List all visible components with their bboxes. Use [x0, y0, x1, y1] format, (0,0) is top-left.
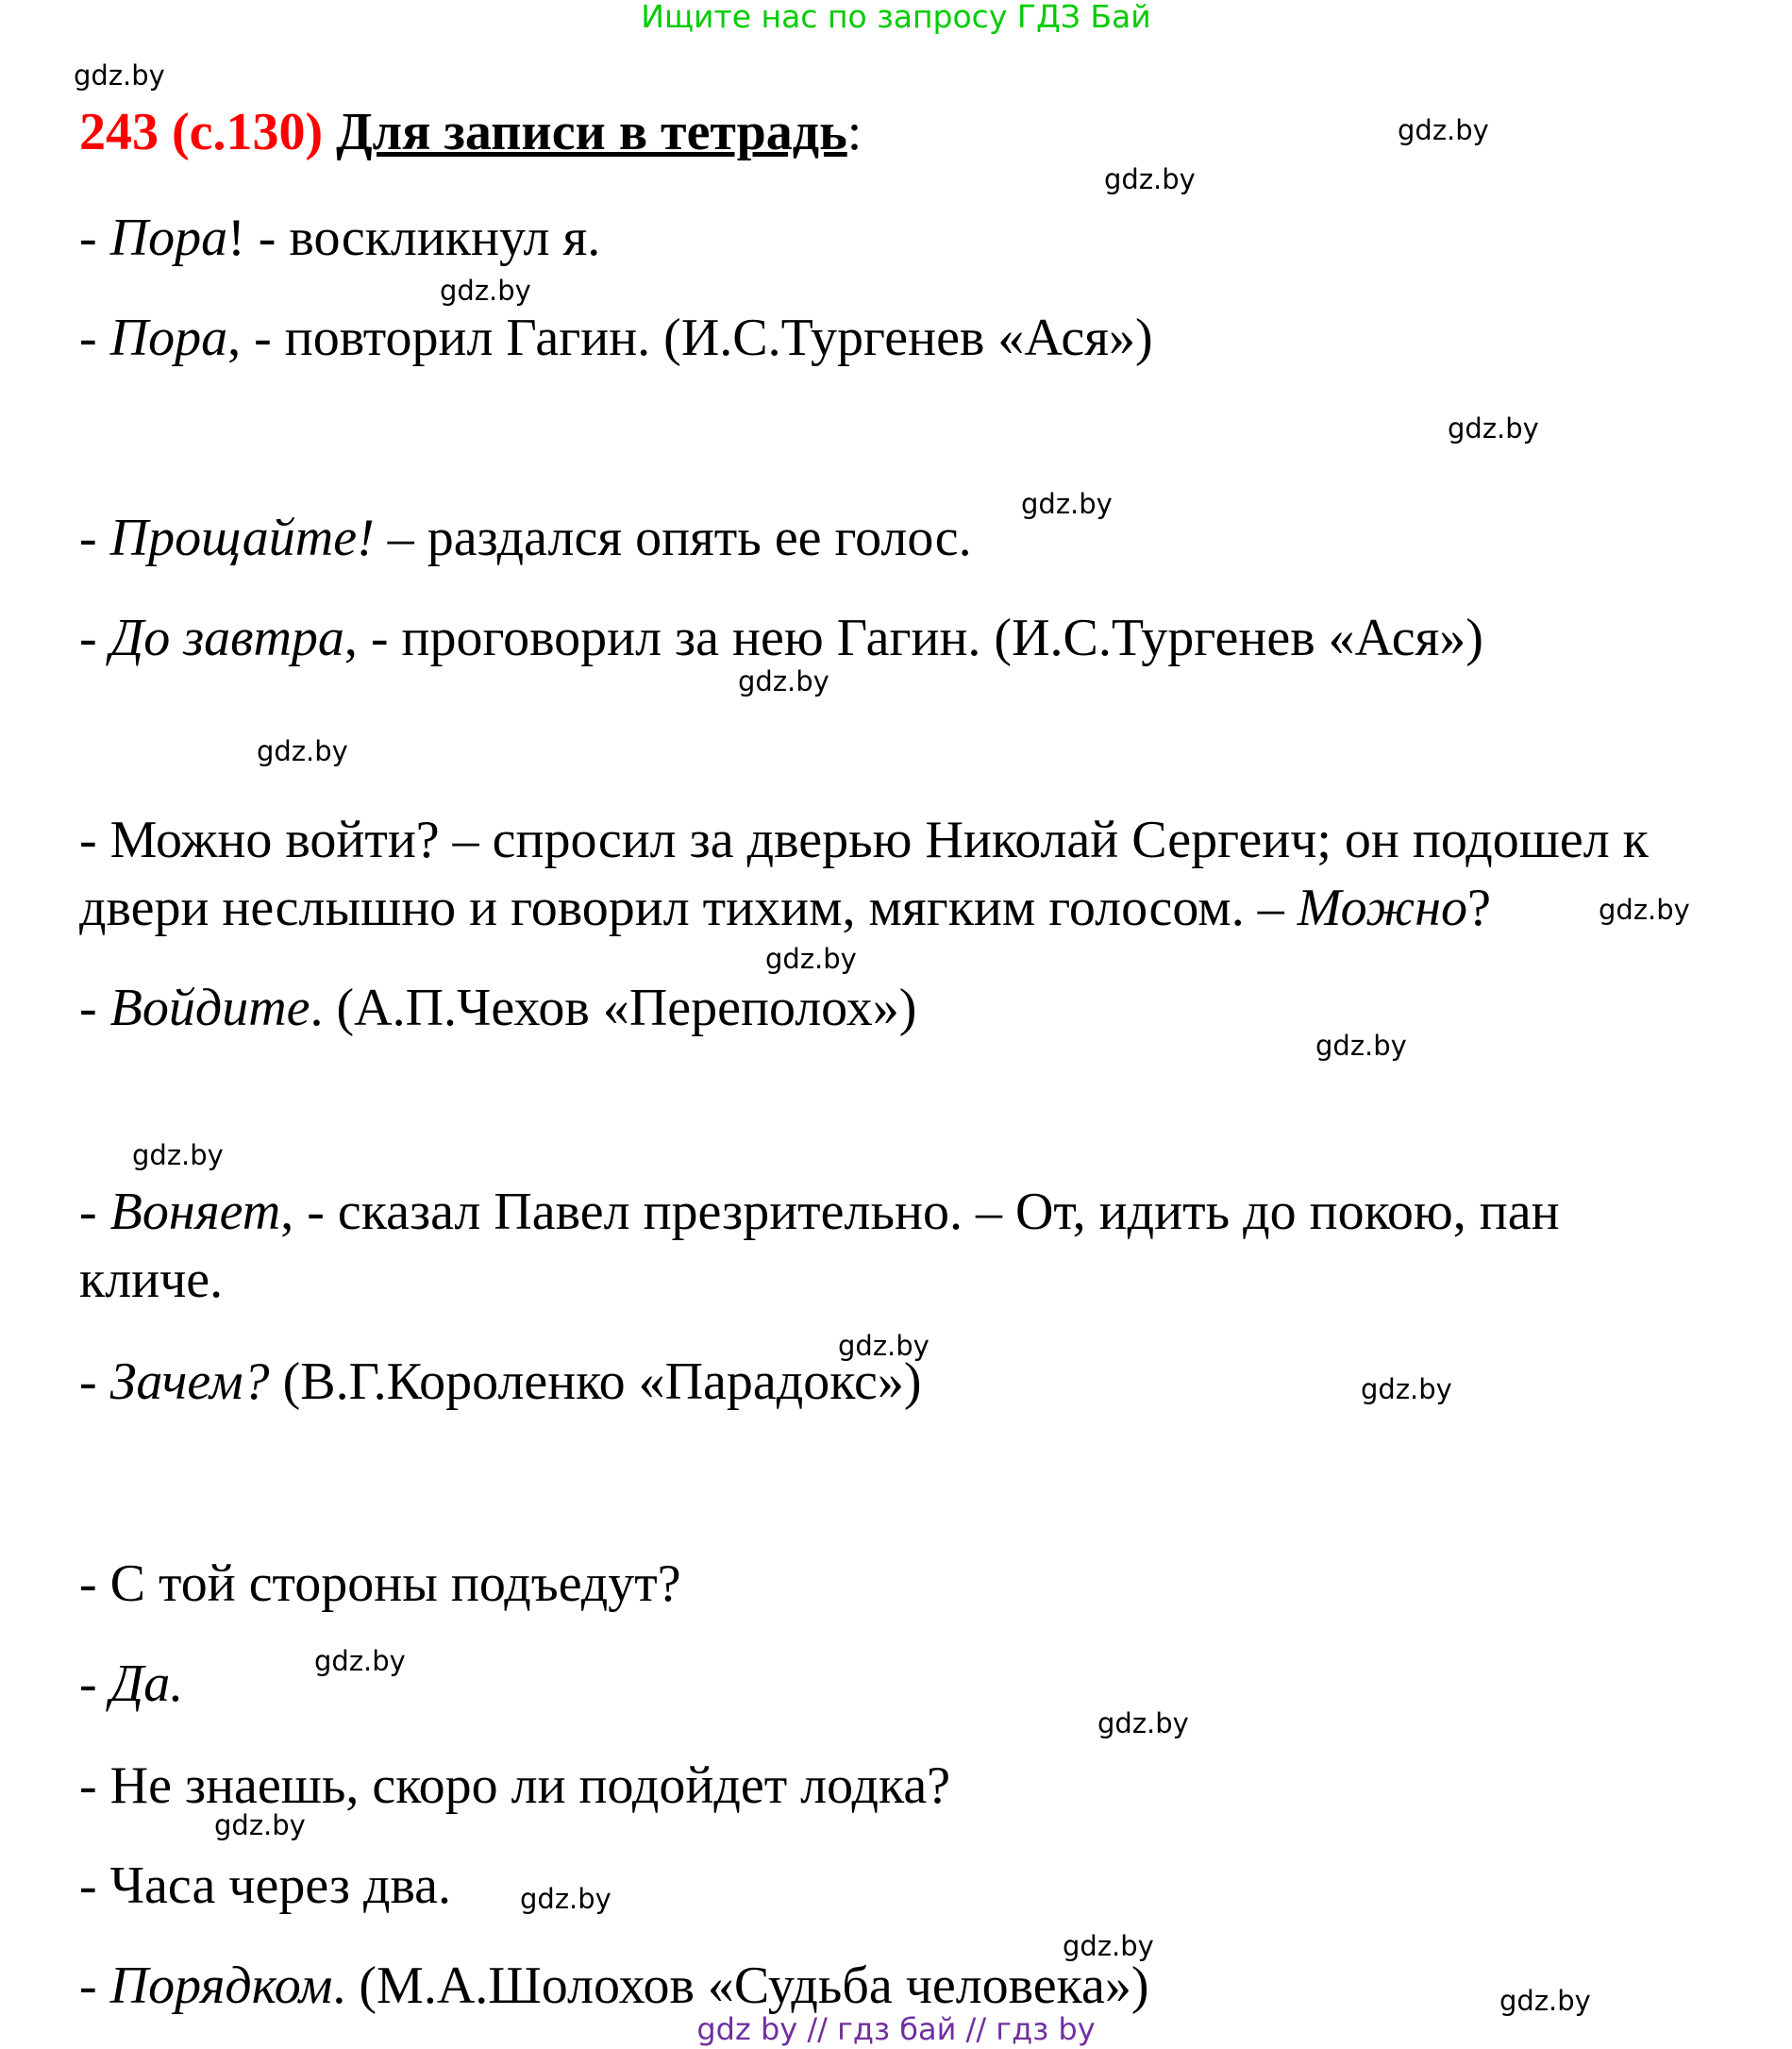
text-line: - Часа через два. [79, 1856, 452, 1915]
watermark: gdz.by [738, 665, 829, 697]
watermark: gdz.by [1097, 1707, 1189, 1739]
text-line: - Пора! - воскликнул я. [79, 209, 601, 267]
text-line: - Прощайте! – раздался опять ее голос. [79, 509, 972, 567]
text-line: - Порядком. (М.А.Шолохов «Судьба человека») [79, 1957, 1149, 2015]
watermark: gdz.by [1398, 114, 1489, 146]
watermark: gdz.by [257, 735, 348, 767]
exercise-number: 243 (с.130) [79, 103, 324, 161]
watermark: gdz.by [314, 1645, 406, 1677]
watermark: gdz.by [1104, 163, 1196, 195]
watermark: gdz.by [1315, 1030, 1407, 1062]
search-banner[interactable]: Ищите нас по запросу ГДЗ Бай [641, 0, 1151, 35]
text-line: - Можно войти? – спросил за дверью Николай Сергеич; он подошел к [79, 811, 1649, 869]
watermark: gdz.by [520, 1883, 611, 1915]
text-line: - Воняет, - сказал Павел презрительно. – От, идить до покою, пан [79, 1183, 1560, 1241]
watermark: gdz.by [440, 275, 531, 307]
text-line: - До завтра, - проговорил за нею Гагин. (И.С.Тургенев «Ася») [79, 609, 1483, 667]
text-line: - Зачем? (В.Г.Короленко «Парадокс») [79, 1352, 922, 1411]
watermark: gdz.by [132, 1139, 224, 1171]
exercise-title [79, 102, 862, 162]
text-line: - С той стороны подъедут? [79, 1554, 681, 1613]
text-line: - Войдите. (А.П.Чехов «Переполох») [79, 979, 917, 1037]
text-line: кличе. [79, 1251, 224, 1309]
watermark: gdz.by [74, 59, 165, 92]
text-line: двери неслышно и говорил тихим, мягким голосом. – Можно? [79, 879, 1491, 937]
watermark: gdz.by [1599, 894, 1690, 926]
text-line: - Не знаешь, скоро ли подойдет лодка? [79, 1756, 951, 1815]
watermark: gdz.by [765, 943, 857, 975]
text-line: - Пора, - повторил Гагин. (И.С.Тургенев «Ася») [79, 309, 1153, 367]
text-line: - Да. [79, 1654, 184, 1713]
watermark: gdz.by [214, 1809, 306, 1841]
watermark: gdz.by [1448, 412, 1539, 445]
exercise-heading: Для записи в тетрадь [336, 103, 847, 161]
watermark: gdz.by [1021, 488, 1113, 520]
footer-links[interactable]: gdz by // гдз бай // гдз by [696, 2011, 1096, 2047]
watermark: gdz.by [1361, 1373, 1452, 1405]
watermark: gdz.by [1063, 1930, 1154, 1962]
watermark: gdz.by [1499, 1985, 1591, 2017]
watermark: gdz.by [838, 1330, 929, 1362]
heading-colon: : [846, 103, 863, 161]
